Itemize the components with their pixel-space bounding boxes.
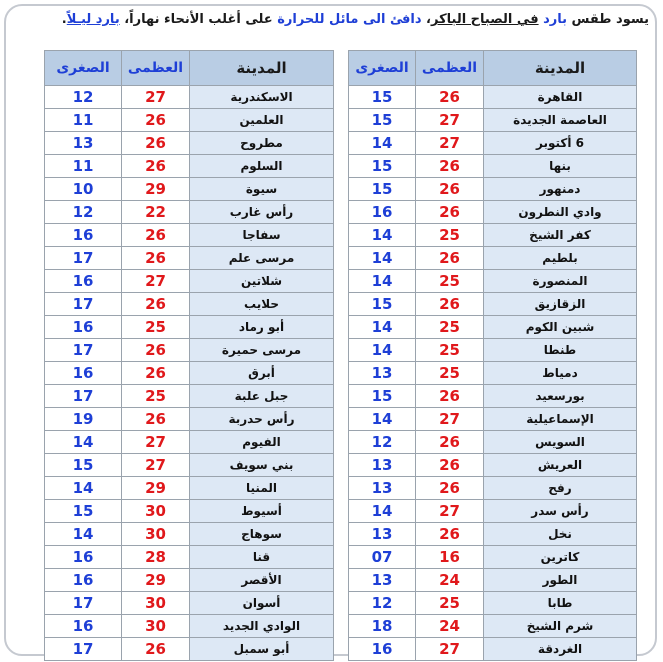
max-temp-cell: 30: [122, 523, 190, 546]
table-row: [349, 500, 637, 523]
min-temp-cell: 15: [349, 293, 416, 316]
city-cell: نخل: [484, 523, 637, 546]
city-cell: الفيوم: [190, 431, 334, 454]
max-temp-cell: 16: [416, 546, 484, 569]
table-row: [349, 109, 637, 132]
min-temp-cell: 12: [349, 592, 416, 615]
city-cell: الزقازيق: [484, 293, 637, 316]
table-row: [349, 546, 637, 569]
headline-early-morning: في الصباح الباكر: [430, 12, 539, 27]
table-row: [45, 546, 334, 569]
city-cell: الاسكندرية: [190, 86, 334, 109]
min-temp-cell: 16: [45, 362, 122, 385]
city-cell: كاترين: [484, 546, 637, 569]
headline-text-3: ،: [421, 12, 431, 27]
header-city: المدينة: [190, 51, 334, 86]
max-temp-cell: 25: [416, 362, 484, 385]
table-row: [45, 385, 334, 408]
max-temp-cell: 26: [122, 155, 190, 178]
city-cell: العاصمة الجديدة: [484, 109, 637, 132]
min-temp-cell: 13: [349, 362, 416, 385]
max-temp-cell: 28: [122, 546, 190, 569]
table-row: [349, 592, 637, 615]
table-row: [349, 155, 637, 178]
max-temp-cell: 30: [122, 592, 190, 615]
table-row: [45, 500, 334, 523]
table-row: [45, 477, 334, 500]
city-cell: رأس غارب: [190, 201, 334, 224]
city-cell: الغردقة: [484, 638, 637, 661]
city-cell: العلمين: [190, 109, 334, 132]
city-cell: مطروح: [190, 132, 334, 155]
max-temp-cell: 26: [122, 132, 190, 155]
min-temp-cell: 13: [349, 477, 416, 500]
city-cell: أبو رماد: [190, 316, 334, 339]
city-cell: قنا: [190, 546, 334, 569]
min-temp-cell: 19: [45, 408, 122, 431]
min-temp-cell: 13: [349, 523, 416, 546]
min-temp-cell: 14: [45, 431, 122, 454]
min-temp-cell: 11: [45, 155, 122, 178]
table-row: [349, 408, 637, 431]
table-row: [349, 362, 637, 385]
min-temp-cell: 16: [45, 224, 122, 247]
max-temp-cell: 24: [416, 569, 484, 592]
city-cell: بنها: [484, 155, 637, 178]
max-temp-cell: 26: [416, 86, 484, 109]
city-cell: أبرق: [190, 362, 334, 385]
max-temp-cell: 26: [416, 454, 484, 477]
table-row: [349, 224, 637, 247]
table-row: [45, 178, 334, 201]
headline-warm: دافئ الى مائل للحرارة: [277, 12, 422, 27]
city-cell: شرم الشيخ: [484, 615, 637, 638]
max-temp-cell: 27: [122, 454, 190, 477]
city-cell: أبو سمبل: [190, 638, 334, 661]
headline-cold: بارد: [543, 12, 568, 27]
table-row: [349, 86, 637, 109]
table-row: [45, 247, 334, 270]
max-temp-cell: 26: [122, 408, 190, 431]
min-temp-cell: 12: [349, 431, 416, 454]
max-temp-cell: 29: [122, 477, 190, 500]
max-temp-cell: 30: [122, 615, 190, 638]
max-temp-cell: 27: [416, 408, 484, 431]
max-temp-cell: 29: [122, 569, 190, 592]
table-row: [45, 270, 334, 293]
headline-text-4: على أغلب الأنحاء نهاراً،: [119, 12, 278, 27]
max-temp-cell: 27: [416, 132, 484, 155]
table-row: [349, 201, 637, 224]
table-row: [349, 523, 637, 546]
min-temp-cell: 13: [45, 132, 122, 155]
headline-text-5: .: [61, 12, 67, 27]
min-temp-cell: 14: [349, 224, 416, 247]
max-temp-cell: 26: [122, 224, 190, 247]
max-temp-cell: 25: [416, 339, 484, 362]
city-cell: مرسى علم: [190, 247, 334, 270]
city-cell: الوادي الجديد: [190, 615, 334, 638]
table-row: [349, 316, 637, 339]
table-row: [45, 615, 334, 638]
min-temp-cell: 14: [349, 316, 416, 339]
max-temp-cell: 26: [416, 201, 484, 224]
min-temp-cell: 14: [349, 408, 416, 431]
header-min: الصغرى: [349, 51, 416, 86]
table-row: [349, 638, 637, 661]
max-temp-cell: 25: [122, 385, 190, 408]
table-row: [349, 339, 637, 362]
city-cell: السلوم: [190, 155, 334, 178]
table-row: [45, 454, 334, 477]
min-temp-cell: 14: [349, 339, 416, 362]
table-row: [349, 454, 637, 477]
min-temp-cell: 17: [45, 293, 122, 316]
city-cell: طابا: [484, 592, 637, 615]
max-temp-cell: 26: [122, 638, 190, 661]
table-row: [45, 155, 334, 178]
max-temp-cell: 26: [416, 247, 484, 270]
city-cell: شبين الكوم: [484, 316, 637, 339]
city-cell: دمياط: [484, 362, 637, 385]
max-temp-cell: 27: [416, 638, 484, 661]
min-temp-cell: 13: [349, 454, 416, 477]
min-temp-cell: 15: [349, 385, 416, 408]
max-temp-cell: 25: [416, 592, 484, 615]
city-cell: شلاتين: [190, 270, 334, 293]
city-cell: الإسماعيلية: [484, 408, 637, 431]
table-row: [45, 431, 334, 454]
city-cell: دمنهور: [484, 178, 637, 201]
min-temp-cell: 15: [349, 86, 416, 109]
table-row: [349, 132, 637, 155]
min-temp-cell: 17: [45, 638, 122, 661]
max-temp-cell: 26: [416, 431, 484, 454]
table-row: [45, 86, 334, 109]
table-row: [45, 293, 334, 316]
min-temp-cell: 14: [349, 270, 416, 293]
table-row: [349, 569, 637, 592]
city-cell: رفح: [484, 477, 637, 500]
city-cell: القاهرة: [484, 86, 637, 109]
max-temp-cell: 26: [122, 109, 190, 132]
min-temp-cell: 16: [349, 638, 416, 661]
city-cell: كفر الشيخ: [484, 224, 637, 247]
max-temp-cell: 25: [122, 316, 190, 339]
min-temp-cell: 14: [349, 247, 416, 270]
temperature-table-left: [44, 50, 334, 661]
table-row: [45, 362, 334, 385]
city-cell: سيوة: [190, 178, 334, 201]
city-cell: بورسعيد: [484, 385, 637, 408]
table-row: [349, 270, 637, 293]
min-temp-cell: 14: [349, 132, 416, 155]
city-cell: أسيوط: [190, 500, 334, 523]
max-temp-cell: 24: [416, 615, 484, 638]
min-temp-cell: 16: [45, 615, 122, 638]
min-temp-cell: 16: [349, 201, 416, 224]
max-temp-cell: 26: [416, 385, 484, 408]
city-cell: وادي النطرون: [484, 201, 637, 224]
min-temp-cell: 15: [45, 500, 122, 523]
headline-text-1: يسود طقس: [567, 12, 649, 27]
max-temp-cell: 27: [122, 86, 190, 109]
city-cell: سفاجا: [190, 224, 334, 247]
headline-cold-night: بارد ليـلاً: [66, 12, 120, 27]
table-row: [45, 132, 334, 155]
table-row: [45, 224, 334, 247]
table-row: [349, 477, 637, 500]
table-row: [45, 592, 334, 615]
table-header-row: [45, 51, 334, 86]
city-cell: المنيا: [190, 477, 334, 500]
max-temp-cell: 25: [416, 224, 484, 247]
table-row: [349, 247, 637, 270]
table-row: [349, 293, 637, 316]
max-temp-cell: 30: [122, 500, 190, 523]
city-cell: حلايب: [190, 293, 334, 316]
table-row: [45, 201, 334, 224]
max-temp-cell: 26: [122, 339, 190, 362]
min-temp-cell: 18: [349, 615, 416, 638]
table-row: [349, 431, 637, 454]
min-temp-cell: 14: [45, 523, 122, 546]
city-cell: بني سويف: [190, 454, 334, 477]
max-temp-cell: 27: [416, 109, 484, 132]
city-cell: طنطا: [484, 339, 637, 362]
min-temp-cell: 16: [45, 569, 122, 592]
table-row: [45, 109, 334, 132]
city-cell: الطور: [484, 569, 637, 592]
table-row: [45, 316, 334, 339]
min-temp-cell: 17: [45, 339, 122, 362]
min-temp-cell: 16: [45, 270, 122, 293]
table-row: [349, 178, 637, 201]
max-temp-cell: 25: [416, 270, 484, 293]
header-max: العظمى: [416, 51, 484, 86]
temperature-table-right: [348, 50, 637, 661]
header-min: الصغرى: [45, 51, 122, 86]
min-temp-cell: 16: [45, 546, 122, 569]
min-temp-cell: 10: [45, 178, 122, 201]
city-cell: المنصورة: [484, 270, 637, 293]
max-temp-cell: 27: [416, 500, 484, 523]
max-temp-cell: 26: [416, 178, 484, 201]
table-row: [45, 408, 334, 431]
max-temp-cell: 26: [416, 293, 484, 316]
city-cell: العريش: [484, 454, 637, 477]
min-temp-cell: 15: [349, 178, 416, 201]
city-cell: سوهاج: [190, 523, 334, 546]
table-row: [45, 638, 334, 661]
min-temp-cell: 12: [45, 86, 122, 109]
city-cell: بلطيم: [484, 247, 637, 270]
min-temp-cell: 13: [349, 569, 416, 592]
max-temp-cell: 27: [122, 431, 190, 454]
max-temp-cell: 26: [416, 477, 484, 500]
max-temp-cell: 25: [416, 316, 484, 339]
header-city: المدينة: [484, 51, 637, 86]
city-cell: جبل علبة: [190, 385, 334, 408]
min-temp-cell: 14: [349, 500, 416, 523]
table-row: [349, 615, 637, 638]
min-temp-cell: 12: [45, 201, 122, 224]
max-temp-cell: 26: [416, 155, 484, 178]
min-temp-cell: 14: [45, 477, 122, 500]
max-temp-cell: 26: [122, 362, 190, 385]
table-header-row: [349, 51, 637, 86]
forecast-headline: [10, 12, 649, 42]
city-cell: 6 أكتوبر: [484, 132, 637, 155]
max-temp-cell: 22: [122, 201, 190, 224]
table-row: [45, 339, 334, 362]
max-temp-cell: 27: [122, 270, 190, 293]
min-temp-cell: 17: [45, 592, 122, 615]
city-cell: الأقصر: [190, 569, 334, 592]
city-cell: رأس حدربة: [190, 408, 334, 431]
max-temp-cell: 29: [122, 178, 190, 201]
table-row: [45, 569, 334, 592]
max-temp-cell: 26: [122, 247, 190, 270]
min-temp-cell: 15: [349, 109, 416, 132]
min-temp-cell: 17: [45, 385, 122, 408]
city-cell: السويس: [484, 431, 637, 454]
min-temp-cell: 11: [45, 109, 122, 132]
city-cell: رأس سدر: [484, 500, 637, 523]
min-temp-cell: 07: [349, 546, 416, 569]
table-row: [45, 523, 334, 546]
min-temp-cell: 15: [45, 454, 122, 477]
city-cell: أسوان: [190, 592, 334, 615]
min-temp-cell: 16: [45, 316, 122, 339]
city-cell: مرسى حميرة: [190, 339, 334, 362]
header-max: العظمى: [122, 51, 190, 86]
min-temp-cell: 17: [45, 247, 122, 270]
table-row: [349, 385, 637, 408]
max-temp-cell: 26: [416, 523, 484, 546]
min-temp-cell: 15: [349, 155, 416, 178]
max-temp-cell: 26: [122, 293, 190, 316]
